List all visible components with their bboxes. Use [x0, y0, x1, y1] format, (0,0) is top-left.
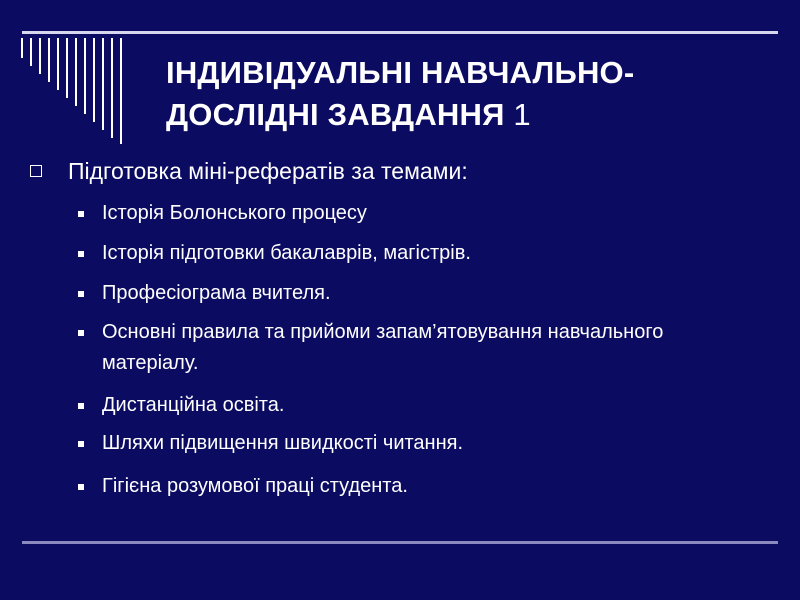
- square-bullet-icon: [78, 211, 84, 217]
- topic-text: Основні правила та прийоми запам’ятовування навчального матеріалу.: [102, 321, 664, 374]
- square-bullet-icon: [78, 330, 84, 336]
- square-bullet-icon: [78, 484, 84, 490]
- topic-text: Шляхи підвищення швидкості читання.: [102, 432, 464, 454]
- square-bullet-icon: [78, 291, 84, 297]
- title-line-2-text: ДОСЛІДНІ ЗАВДАННЯ: [166, 97, 505, 132]
- title-number: 1: [513, 97, 531, 132]
- bottom-divider: [22, 541, 778, 544]
- topic-text: Історія підготовки бакалаврів, магістрів.: [102, 242, 471, 264]
- topic-text: Професіограма вчителя.: [102, 282, 331, 304]
- topic-text: Гігієна розумової праці студента.: [102, 475, 408, 497]
- topic-text: Дистанційна освіта.: [102, 394, 285, 416]
- main-bullet-text: Підготовка міні-рефератів за темами:: [68, 158, 468, 184]
- square-bullet-icon: [78, 251, 84, 257]
- square-bullet-icon: [78, 403, 84, 409]
- title-line-1: ІНДИВІДУАЛЬНІ НАВЧАЛЬНО-: [166, 55, 635, 90]
- square-bullet-icon: [78, 441, 84, 447]
- hollow-square-bullet-icon: [30, 165, 42, 177]
- topic-text: Історія Болонського процесу: [102, 202, 367, 224]
